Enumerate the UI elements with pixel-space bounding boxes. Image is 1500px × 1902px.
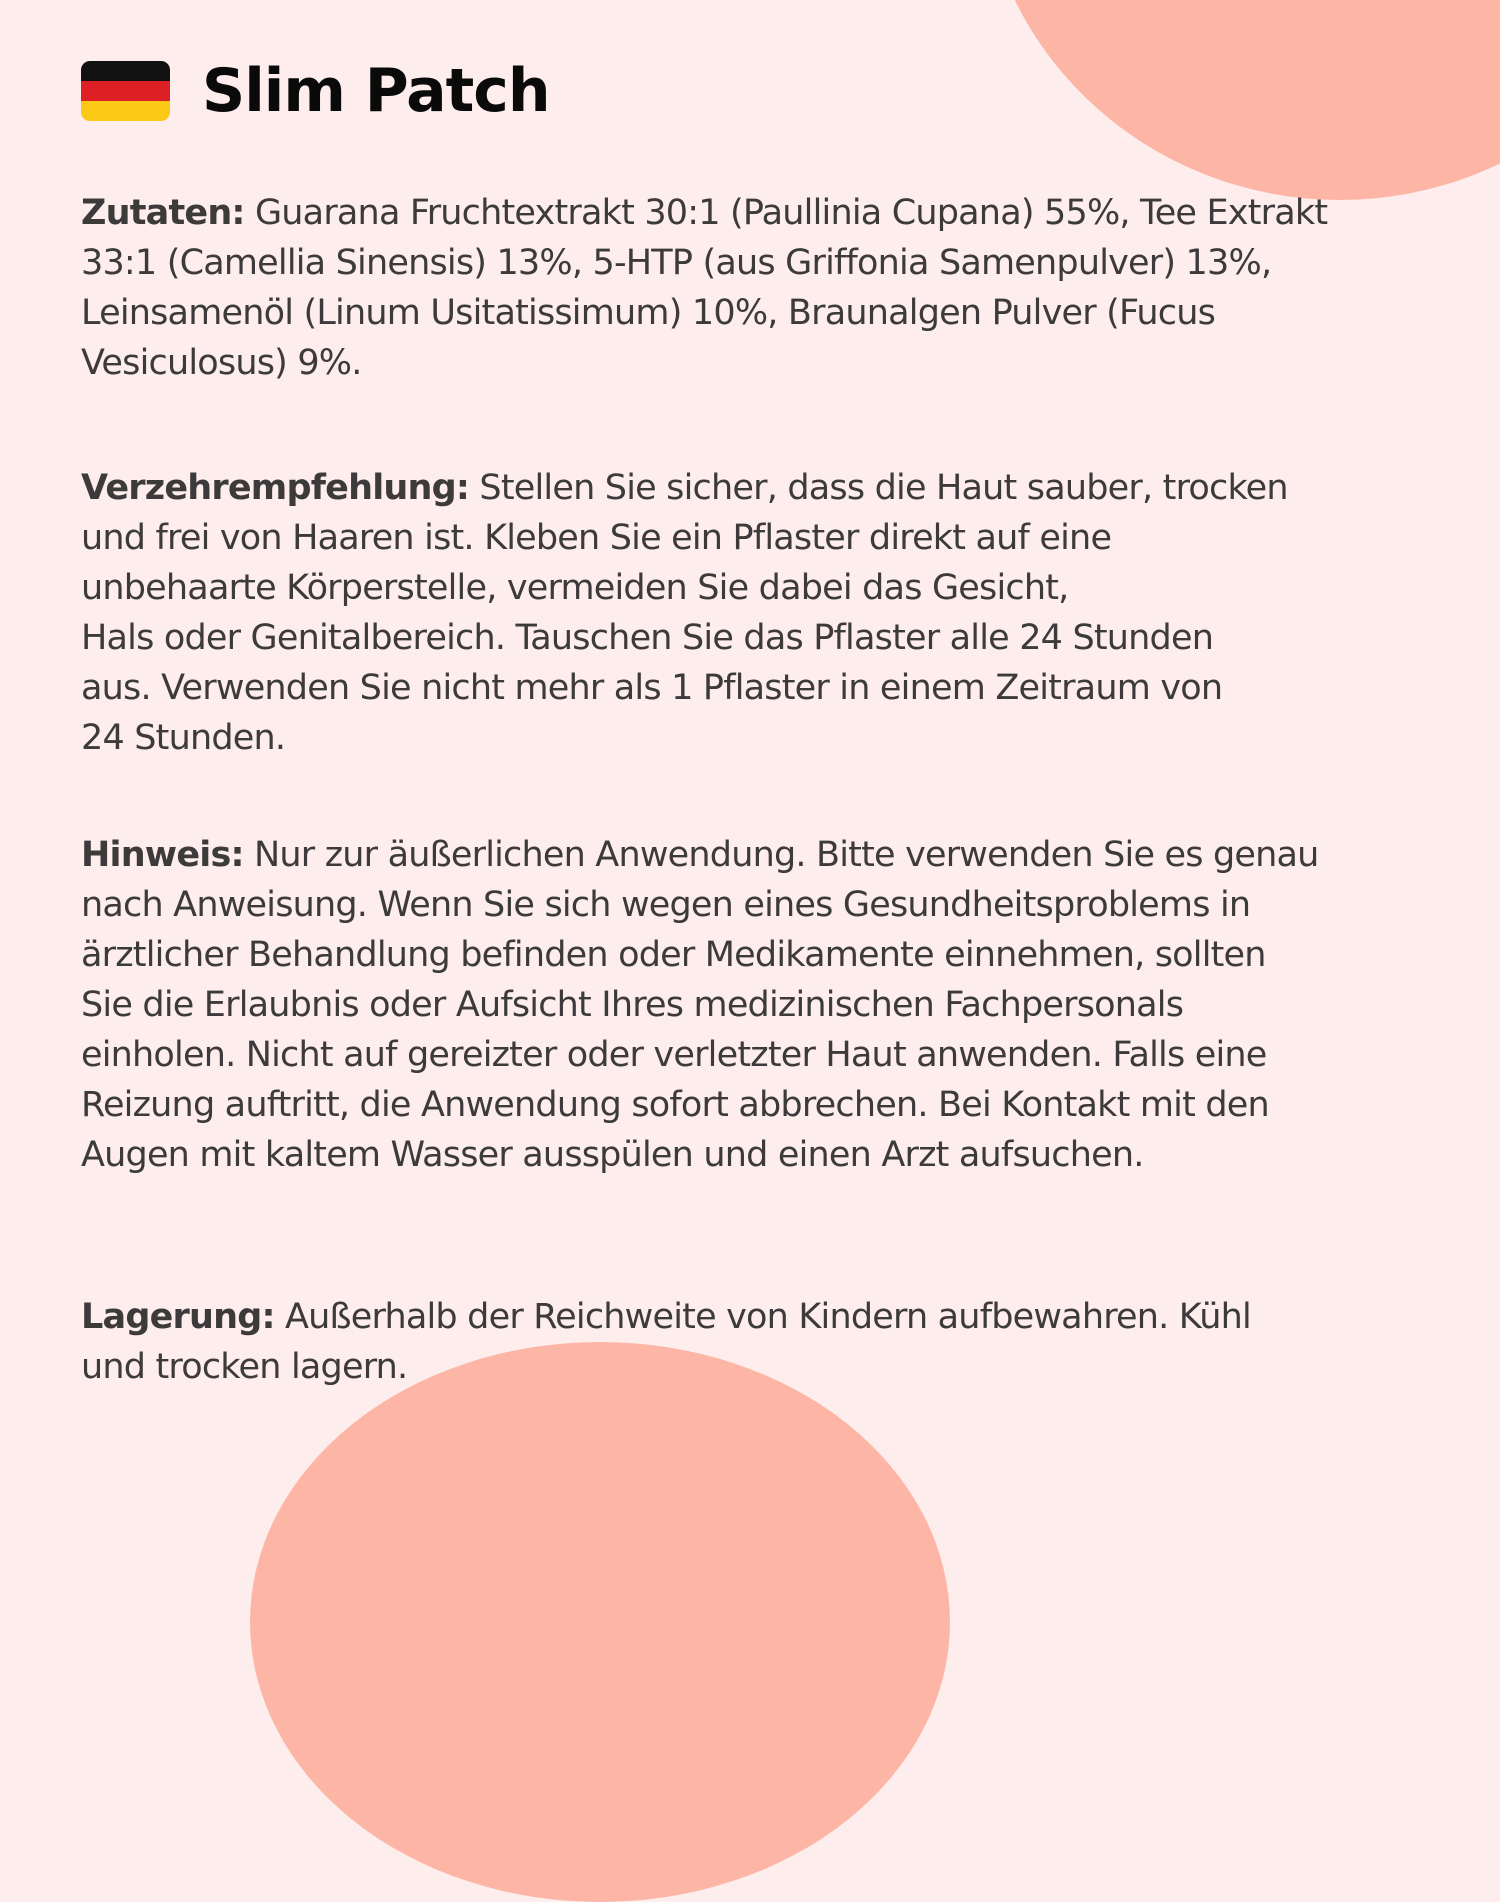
usage-line: aus. Verwenden Sie nicht mehr als 1 Pflaster in einem Zeitraum von xyxy=(81,668,1223,708)
usage-label: Verzehrempfehlung: xyxy=(81,468,470,508)
ingredients-line: Vesiculosus) 9%. xyxy=(81,343,362,383)
storage-line: Außerhalb der Reichweite von Kindern aufbewahren. Kühl xyxy=(274,1297,1251,1337)
notice-line: einholen. Nicht auf gereizter oder verletzter Haut anwenden. Falls eine xyxy=(81,1035,1267,1075)
usage-line: Stellen Sie sicher, dass die Haut sauber, trocken xyxy=(469,468,1288,508)
ingredients-line: Leinsamenöl (Linum Usitatissimum) 10%, Braunalgen Pulver (Fucus xyxy=(81,293,1216,333)
notice-line: Sie die Erlaubnis oder Aufsicht Ihres medizinischen Fachpersonals xyxy=(81,985,1184,1025)
ingredients-label: Zutaten: xyxy=(81,193,245,233)
germany-flag-icon xyxy=(81,61,170,121)
decorative-blob-bottom xyxy=(250,1342,950,1902)
page-title: Slim Patch xyxy=(202,56,550,126)
ingredients-section xyxy=(81,188,1476,388)
usage-section xyxy=(81,463,1476,763)
usage-line: unbehaarte Körperstelle, vermeiden Sie dabei das Gesicht, xyxy=(81,568,1069,608)
notice-line: ärztlicher Behandlung befinden oder Medikamente einnehmen, sollten xyxy=(81,935,1266,975)
ingredients-line: Guarana Fruchtextrakt 30:1 (Paullinia Cupana) 55%, Tee Extrakt xyxy=(244,193,1328,233)
notice-line: Augen mit kaltem Wasser ausspülen und einen Arzt aufsuchen. xyxy=(81,1135,1144,1175)
notice-label: Hinweis: xyxy=(81,835,244,875)
storage-line: und trocken lagern. xyxy=(81,1347,408,1387)
notice-line: Nur zur äußerlichen Anwendung. Bitte verwenden Sie es genau xyxy=(243,835,1319,875)
notice-line: Reizung auftritt, die Anwendung sofort abbrechen. Bei Kontakt mit den xyxy=(81,1085,1269,1125)
usage-line: und frei von Haaren ist. Kleben Sie ein Pflaster direkt auf eine xyxy=(81,518,1112,558)
usage-line: 24 Stunden. xyxy=(81,718,286,758)
decorative-blob-top xyxy=(980,0,1500,200)
notice-section xyxy=(81,830,1476,1180)
header xyxy=(81,56,550,126)
usage-line: Hals oder Genitalbereich. Tauschen Sie das Pflaster alle 24 Stunden xyxy=(81,618,1214,658)
notice-line: nach Anweisung. Wenn Sie sich wegen eines Gesundheitsproblems in xyxy=(81,885,1251,925)
ingredients-line: 33:1 (Camellia Sinensis) 13%, 5-HTP (aus Griffonia Samenpulver) 13%, xyxy=(81,243,1272,283)
storage-section xyxy=(81,1292,1476,1392)
storage-label: Lagerung: xyxy=(81,1297,275,1337)
